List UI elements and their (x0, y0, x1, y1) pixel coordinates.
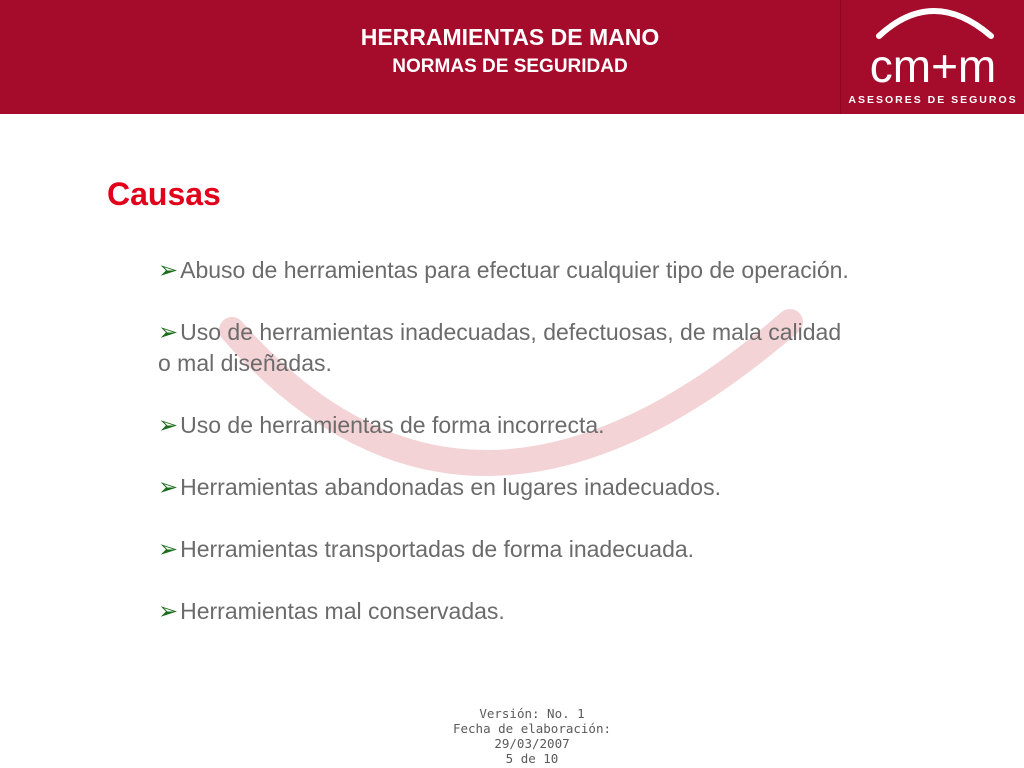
arrow-bullet-icon: ➢ (158, 257, 179, 284)
bullet-list (158, 255, 858, 658)
bullet-text: Abuso de herramientas para efectuar cualquier tipo de operación. (180, 257, 849, 283)
bullet-item (158, 255, 858, 286)
footer-version: Versión: No. 1 (479, 706, 585, 721)
bullet-text: Uso de herramientas inadecuadas, defectuosas, de mala calidad o mal diseñadas. (158, 319, 842, 376)
page-title: HERRAMIENTAS DE MANO (360, 24, 660, 50)
arrow-bullet-icon: ➢ (158, 598, 179, 625)
bullet-item (158, 596, 858, 627)
bullet-text: Herramientas mal conservadas. (180, 598, 505, 624)
company-logo (840, 0, 1024, 114)
arrow-bullet-icon: ➢ (158, 319, 179, 346)
logo-tagline: ASESORES DE SEGUROS (848, 94, 1018, 106)
arrow-bullet-icon: ➢ (158, 536, 179, 563)
logo-arc-icon (841, 0, 1024, 94)
bullet-item (158, 472, 858, 503)
footer-page-number: 5 de 10 (505, 751, 559, 766)
page-subtitle: NORMAS DE SEGURIDAD (392, 56, 628, 77)
footer-date: 29/03/2007 (494, 736, 570, 751)
document-footer (432, 706, 632, 766)
bullet-item (158, 317, 858, 379)
bullet-text: Uso de herramientas de forma incorrecta. (180, 412, 605, 438)
bullet-item (158, 534, 858, 565)
bullet-text: Herramientas abandonadas en lugares inadecuados. (180, 474, 721, 500)
bullet-text: Herramientas transportadas de forma inadecuada. (180, 536, 695, 562)
arrow-bullet-icon: ➢ (158, 412, 179, 439)
section-title: Causas (107, 176, 221, 212)
arrow-bullet-icon: ➢ (158, 474, 179, 501)
bullet-item (158, 410, 858, 441)
footer-date-label: Fecha de elaboración: (452, 721, 612, 736)
logo-mark: cm+m (869, 40, 997, 92)
